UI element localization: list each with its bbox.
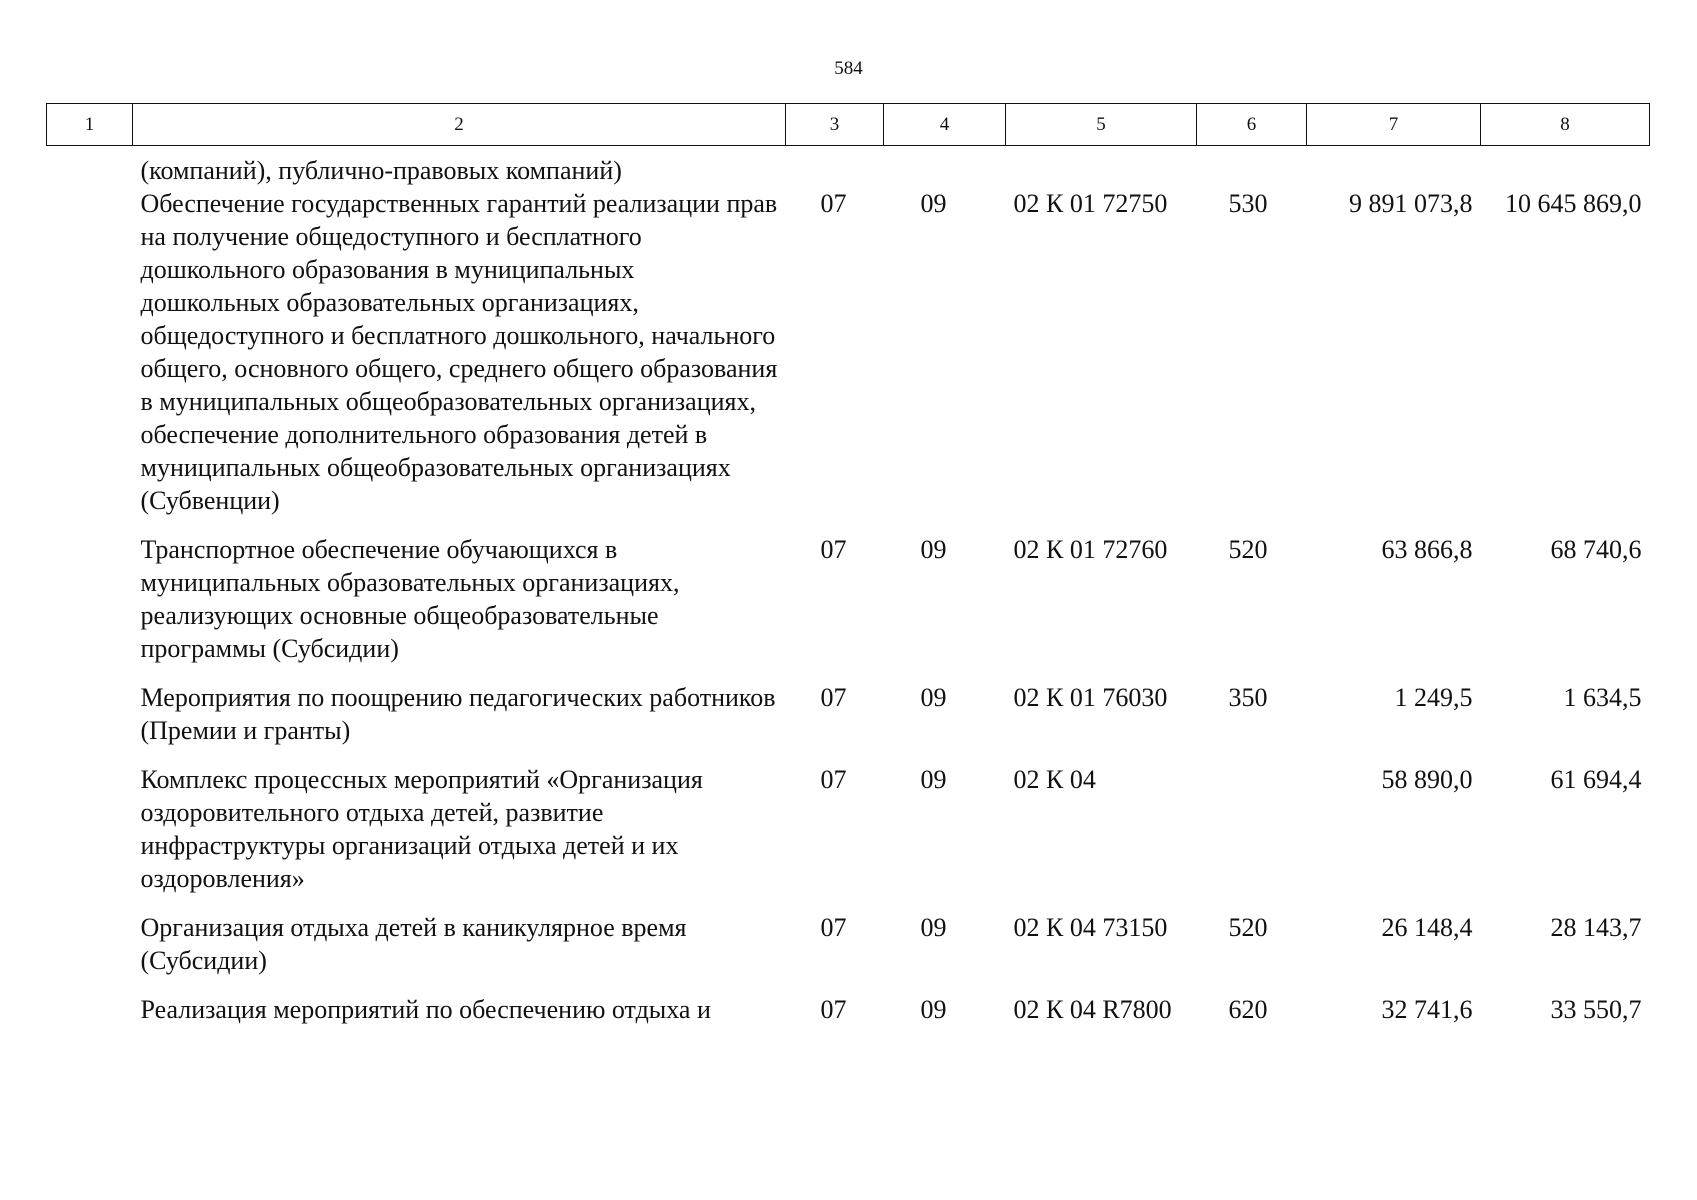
header-col-1: 1 bbox=[47, 104, 133, 146]
cell-expense-type bbox=[1197, 763, 1307, 911]
cell-amount-1: 9 891 073,8 bbox=[1349, 189, 1473, 218]
cell-name: Мероприятия по поощрению педагогических работников (Премии и гранты) bbox=[140, 683, 776, 745]
cell-amount-1: 58 890,0 bbox=[1381, 765, 1473, 794]
table-row bbox=[47, 146, 1650, 188]
cell-target-article: 02 К 01 72750 bbox=[1013, 189, 1168, 218]
cell-expense-type bbox=[1197, 146, 1307, 188]
cell-section: 07 bbox=[820, 765, 847, 794]
table-row bbox=[47, 993, 1650, 1026]
cell-amount-1 bbox=[1307, 146, 1481, 188]
table-row bbox=[47, 187, 1650, 533]
cell-section: 07 bbox=[820, 913, 847, 942]
cell-section: 07 bbox=[820, 535, 847, 564]
cell-expense-type: 350 bbox=[1228, 683, 1268, 712]
cell-name: Организация отдыха детей в каникулярное время (Субсидии) bbox=[140, 913, 687, 975]
cell-target-article bbox=[1006, 146, 1197, 188]
cell-subsection: 09 bbox=[920, 189, 947, 218]
budget-table bbox=[46, 103, 1650, 1026]
cell-col1 bbox=[47, 763, 133, 911]
header-col-6: 6 bbox=[1197, 104, 1307, 146]
header-row bbox=[47, 104, 1650, 146]
cell-amount-1: 32 741,6 bbox=[1381, 995, 1473, 1024]
cell-subsection: 09 bbox=[920, 995, 947, 1024]
cell-name: (компаний), публично-правовых компаний) bbox=[140, 156, 622, 185]
cell-expense-type: 520 bbox=[1228, 535, 1268, 564]
cell-col1 bbox=[47, 911, 133, 993]
cell-expense-type: 530 bbox=[1228, 189, 1268, 218]
cell-subsection bbox=[884, 146, 1006, 188]
cell-subsection: 09 bbox=[920, 535, 947, 564]
cell-amount-2: 28 143,7 bbox=[1550, 913, 1642, 942]
cell-subsection: 09 bbox=[920, 765, 947, 794]
cell-expense-type: 620 bbox=[1228, 995, 1268, 1024]
table-row bbox=[47, 911, 1650, 993]
cell-section: 07 bbox=[820, 189, 847, 218]
cell-amount-2: 10 645 869,0 bbox=[1505, 189, 1642, 218]
cell-section: 07 bbox=[820, 683, 847, 712]
cell-col1 bbox=[47, 533, 133, 681]
cell-target-article: 02 К 04 73150 bbox=[1013, 913, 1168, 942]
header-col-2: 2 bbox=[133, 104, 786, 146]
cell-amount-2: 68 740,6 bbox=[1550, 535, 1642, 564]
cell-col1 bbox=[47, 681, 133, 763]
cell-amount-2: 1 634,5 bbox=[1563, 683, 1642, 712]
cell-name: Транспортное обеспечение обучающихся в муниципальных образовательных организациях, реализующих основные общеобразовательные программы (Субсидии) bbox=[140, 535, 680, 663]
table-header bbox=[47, 104, 1650, 146]
cell-target-article: 02 К 04 bbox=[1013, 765, 1096, 794]
cell-amount-2 bbox=[1481, 146, 1650, 188]
cell-section bbox=[786, 146, 884, 188]
cell-amount-1: 26 148,4 bbox=[1381, 913, 1473, 942]
cell-target-article: 02 К 01 72760 bbox=[1013, 535, 1168, 564]
cell-name: Комплекс процессных мероприятий «Организация оздоровительного отдыха детей, развитие инфраструктуры организаций отдыха детей и их оздоровления» bbox=[140, 765, 703, 893]
cell-name: Реализация мероприятий по обеспечению отдыха и bbox=[140, 995, 711, 1024]
cell-amount-2: 33 550,7 bbox=[1550, 995, 1642, 1024]
header-col-7: 7 bbox=[1307, 104, 1481, 146]
cell-col1 bbox=[47, 993, 133, 1026]
page-number: 584 bbox=[834, 58, 863, 79]
table-row bbox=[47, 681, 1650, 763]
cell-col1 bbox=[47, 146, 133, 188]
cell-subsection: 09 bbox=[920, 913, 947, 942]
cell-section: 07 bbox=[820, 995, 847, 1024]
cell-amount-1: 1 249,5 bbox=[1394, 683, 1473, 712]
cell-expense-type: 520 bbox=[1228, 913, 1268, 942]
header-col-5: 5 bbox=[1006, 104, 1197, 146]
header-col-8: 8 bbox=[1481, 104, 1650, 146]
header-col-4: 4 bbox=[884, 104, 1006, 146]
cell-target-article: 02 К 04 R7800 bbox=[1013, 995, 1172, 1024]
cell-subsection: 09 bbox=[920, 683, 947, 712]
cell-col1 bbox=[47, 187, 133, 533]
header-col-3: 3 bbox=[786, 104, 884, 146]
table-row bbox=[47, 763, 1650, 911]
cell-amount-2: 61 694,4 bbox=[1550, 765, 1642, 794]
cell-name: Обеспечение государственных гарантий реализации прав на получение общедоступного и бесплатного дошкольного образования в муниципальных дошкольных образовательных организациях, общедоступного и бесплатного дошкольного, начального общего, основного общего, среднего общего образования в муниципальных общеобразовательных организациях, обеспечение дополнительного образования детей в муниципальных общеобразовательных организациях (Субвенции) bbox=[140, 189, 778, 515]
table-row bbox=[47, 533, 1650, 681]
cell-amount-1: 63 866,8 bbox=[1381, 535, 1473, 564]
cell-target-article: 02 К 01 76030 bbox=[1013, 683, 1168, 712]
table-body bbox=[47, 146, 1650, 1027]
